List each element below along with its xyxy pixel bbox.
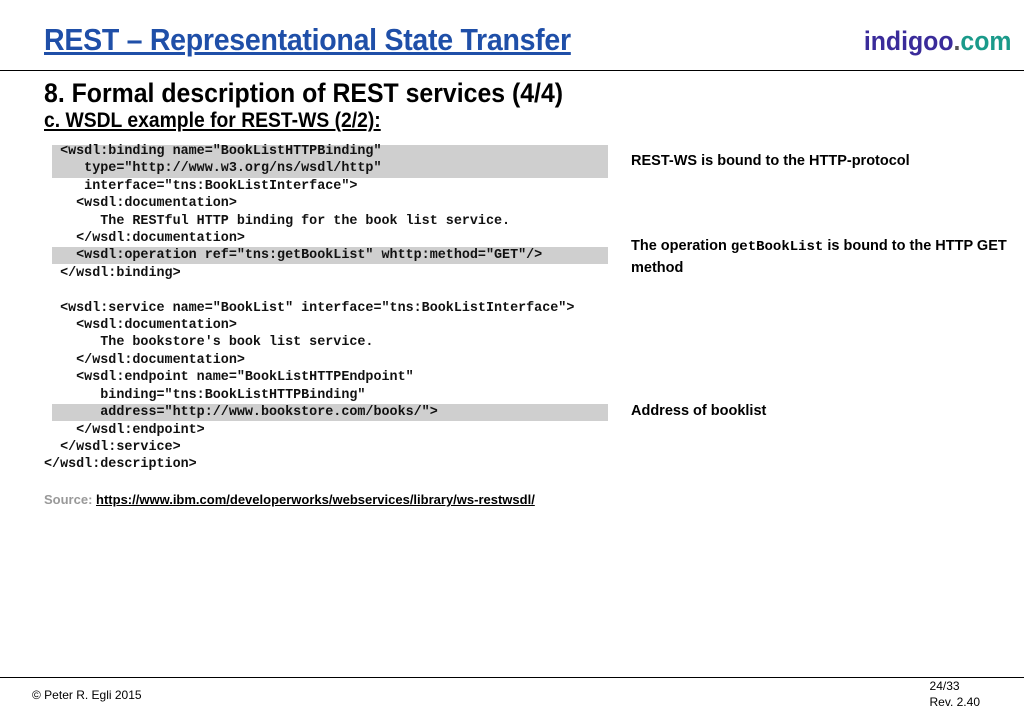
code-line: <wsdl:operation ref="tns:getBookList" whttp:method="GET"/> [44,248,543,264]
brand-dot: . [953,26,961,56]
slide-header-title: REST – Representational State Transfer [44,22,571,57]
code-line: <wsdl:binding name="BookListHTTPBinding" [44,144,382,159]
note-binding: REST-WS is bound to the HTTP-protocol [631,153,910,169]
code-line: </wsdl:service> [44,439,181,455]
note-text: The operation [631,238,731,254]
note-address: Address of booklist [631,403,767,419]
page-info [930,678,980,710]
code-line: <wsdl:endpoint name="BookListHTTPEndpoint" [44,370,414,386]
brand-tld: com [960,26,1012,56]
code-line: </wsdl:documentation> [44,231,245,247]
wsdl-code-block [44,143,574,474]
code-line: interface="tns:BookListInterface"> [44,178,358,194]
footer-divider [0,677,1024,678]
code-line: binding="tns:BookListHTTPBinding" [44,387,366,403]
brand-logo [864,26,1012,57]
code-line: </wsdl:binding> [44,265,181,281]
code-line: The RESTful HTTP binding for the book list service. [44,213,511,229]
code-line: <wsdl:documentation> [44,318,237,334]
section-title: 8. Formal description of REST services (4/4) [44,78,564,108]
subtitle: c. WSDL example for REST-WS (2/2): [44,109,381,132]
code-line: </wsdl:endpoint> [44,422,205,438]
code-line [44,282,574,299]
brand-name: indigoo [864,26,954,56]
code-line: </wsdl:documentation> [44,352,245,368]
code-line: <wsdl:documentation> [44,196,237,212]
source-citation [44,492,535,507]
note-text: is bound to the HTTP GET method [631,238,1007,276]
note-code: getBookList [730,239,824,255]
source-label: Source: [44,492,93,507]
code-line: <wsdl:service name="BookList" interface="tns:BookListInterface"> [44,300,575,316]
note-operation [631,236,1021,279]
copyright: © Peter R. Egli 2015 [32,688,142,702]
revision: Rev. 2.40 [929,695,980,709]
code-line: type="http://www.w3.org/ns/wsdl/http" [44,161,382,177]
code-line: The bookstore's book list service. [44,335,374,351]
page-number: 24/33 [929,679,960,693]
source-link[interactable]: https://www.ibm.com/developerworks/webservices/library/ws-restwsdl/ [96,492,535,507]
code-line: </wsdl:description> [44,457,197,473]
header-divider [0,70,1024,71]
code-line: address="http://www.bookstore.com/books/"> [44,405,438,421]
